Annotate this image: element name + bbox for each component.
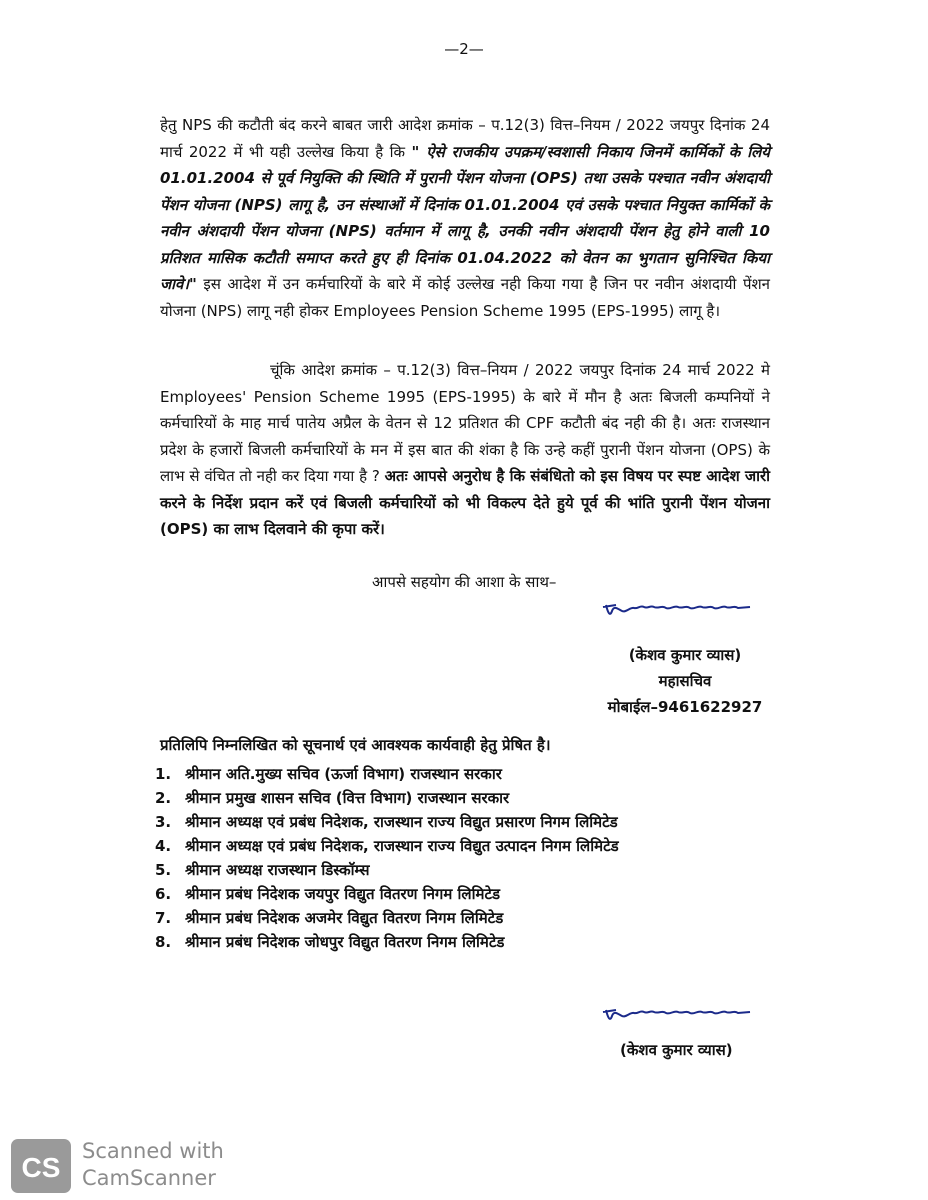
- paragraph-2: [160, 357, 770, 543]
- signature-icon: [600, 595, 760, 621]
- paragraph-2-body: चूंकि आदेश क्रमांक – प.12(3) वित्त–नियम / 2022 जयपुर दिनांक 24 मार्च 2022 मे Employees' Pension Scheme 1995 (EPS-1995) के बारे में मौन है अतः बिजली कम्पनियों ने कर्मचारियों के माह मार्च पातेय अप्रैल के वेतन से 12 प्रतिशत की CPF कटौती बंद नही की है। अतः राजस्थान प्रदेश के हजारों बिजली कर्मचारियों के मन में इस बात की शंका है कि उन्हे कहीं पुरानी पेंशन योजना (OPS) के लाभ से वंचित तो नही कर दिया गया है ?: [160, 361, 770, 485]
- watermark-line-2: CamScanner: [82, 1166, 216, 1190]
- paragraph-1-rest: इस आदेश में उन कर्मचारियों के बारे में कोई उल्लेख नही किया गया है जिन पर नवीन अंशदायी पेंशन योजना (NPS) लागू नही होकर Employees Pension Scheme 1995 (EPS-1995) लागू है।: [160, 275, 770, 320]
- list-item: 1. श्रीमान अति.मुख्य सचिव (ऊर्जा विभाग) राजस्थान सरकार: [155, 765, 502, 783]
- closing-line: आपसे सहयोग की आशा के साथ–: [372, 573, 557, 591]
- signatory-name: (केशव कुमार व्यास): [628, 646, 742, 664]
- list-item: 2. श्रीमान प्रमुख शासन सचिव (वित्त विभाग) राजस्थान सरकार: [155, 789, 510, 807]
- list-item: 3. श्रीमान अध्यक्ष एवं प्रबंध निदेशक, राजस्थान राज्य विद्युत प्रसारण निगम लिमिटेड: [155, 813, 618, 831]
- scanner-watermark: [10, 1138, 260, 1194]
- signature-icon: [600, 1000, 760, 1026]
- list-item: 7. श्रीमान प्रबंध निदेशक अजमेर विद्युत वितरण निगम लिमिटेड: [155, 909, 504, 927]
- cc-list: [155, 762, 619, 954]
- signatory-block: [600, 642, 770, 720]
- quoted-order-text: " ऐसे राजकीय उपक्रम/स्वशासी निकाय जिनमें कार्मिकों के लिये 01.01.2004 से पूर्व नियुक्ति की स्थिति में पुरानी पेंशन योजना (OPS) तथा उसके पश्चात नवीन अंशदायी पेंशन योजना (NPS) लागू है, उन संस्थाओं में दिनांक 01.01.2004 एवं उसके पश्चात नियुक्त कार्मिकों के नवीन अंशदायी पेंशन योजना (NPS) वर्तमान में लागू है, उनकी नवीन अंशदायी पेंशन हेतु होने वाली 10 प्रतिशत मासिक कटौती समाप्त करते हुए ही दिनांक 01.04.2022 को वेतन का भुगतान सुनिश्चित किया जावे।": [160, 142, 771, 293]
- list-item: 4. श्रीमान अध्यक्ष एवं प्रबंध निदेशक, राजस्थान राज्य विद्युत उत्पादन निगम लिमिटेड: [155, 837, 619, 855]
- signatory-name-bottom: (केशव कुमार व्यास): [620, 1041, 733, 1059]
- cc-heading: प्रतिलिपि निम्नलिखित को सूचनार्थ एवं आवश्यक कार्यवाही हेतु प्रेषित है।: [160, 736, 551, 754]
- paragraph-1-intro: हेतु NPS की कटौती बंद करने बाबत जारी आदेश क्रमांक – प.12(3) वित्त–नियम / 2022 जयपुर दिनांक 24 मार्च 2022 में भी यही उल्लेख किया है कि: [160, 116, 770, 161]
- request-text: अतः आपसे अनुरोध है कि संबंधितो को इस विषय पर स्पष्ट आदेश जारी करने के निर्देश प्रदान करें एवं बिजली कर्मचारियों को भी विकल्प देते हुये पूर्व की भांति पुरानी पेंशन योजना (OPS) का लाभ दिलवाने की कृपा करें।: [160, 467, 770, 538]
- list-item: 6. श्रीमान प्रबंध निदेशक जयपुर विद्युत वितरण निगम लिमिटेड: [155, 885, 501, 903]
- list-item: 8. श्रीमान प्रबंध निदेशक जोधपुर विद्युत वितरण निगम लिमिटेड: [155, 933, 505, 951]
- paragraph-1: [160, 112, 770, 324]
- signatory-mobile: मोबाईल–9461622927: [607, 698, 763, 716]
- svg-text:CS: CS: [21, 1152, 61, 1183]
- signatory-designation: महासचिव: [658, 672, 712, 690]
- camscanner-logo-icon: [10, 1138, 72, 1194]
- list-item: 5. श्रीमान अध्यक्ष राजस्थान डिस्कॉम्स: [155, 861, 370, 879]
- watermark-line-1: Scanned with: [82, 1139, 224, 1163]
- page-number: —2—: [444, 40, 484, 58]
